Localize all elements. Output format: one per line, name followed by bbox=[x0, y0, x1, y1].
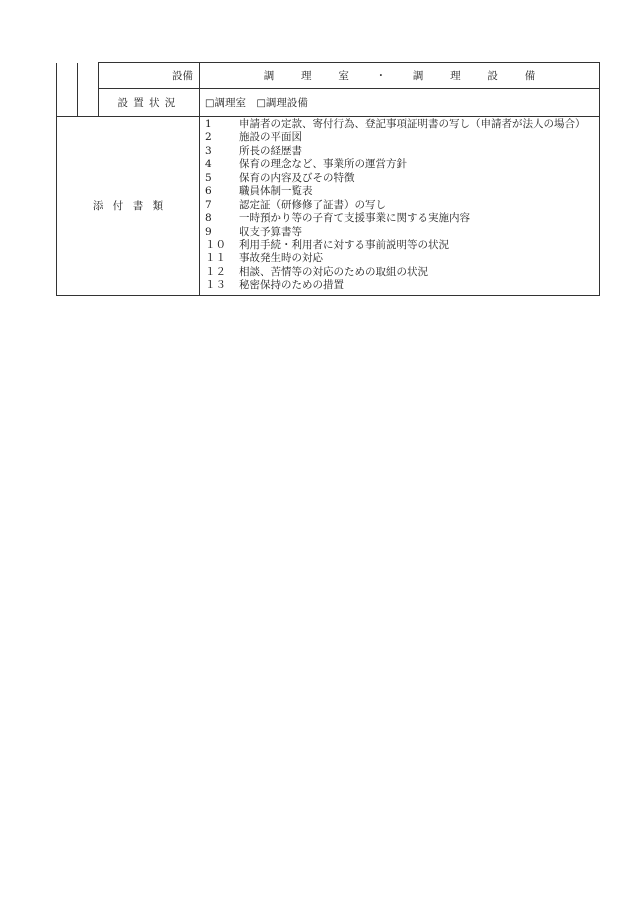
status-options bbox=[200, 89, 600, 117]
attachment-item bbox=[205, 172, 599, 185]
equipment-value: 調理室・調理設備 bbox=[200, 63, 600, 89]
attachment-number: 3 bbox=[205, 144, 212, 157]
attachment-text: 申請者の定款、寄付行為、登記事項証明書の写し（申請者が法人の場合） bbox=[239, 118, 586, 130]
attachment-number: 7 bbox=[205, 198, 212, 211]
attachment-text: 保育の理念など、事業所の運営方針 bbox=[239, 158, 407, 171]
attachments-label: 添付書類 bbox=[57, 117, 200, 296]
attachment-text: 秘密保持のための措置 bbox=[239, 279, 344, 292]
attachment-text: 一時預かり等の子育て支援事業に関する実施内容 bbox=[239, 212, 470, 225]
attachment-item bbox=[205, 226, 599, 239]
attachment-item bbox=[205, 199, 599, 212]
attachment-text: 職員体制一覧表 bbox=[239, 185, 313, 198]
attachment-number: 6 bbox=[205, 185, 212, 198]
attachment-item bbox=[205, 266, 599, 279]
attachment-text: 所長の経歴書 bbox=[239, 144, 302, 157]
left-margin-cell bbox=[57, 63, 78, 117]
attachment-item bbox=[205, 131, 599, 144]
checkbox-icon: □ bbox=[205, 98, 215, 109]
attachment-number: １１ bbox=[205, 252, 226, 265]
attachment-item bbox=[205, 252, 599, 265]
attachment-item bbox=[205, 279, 599, 292]
equipment-label: 設備 bbox=[99, 63, 200, 89]
attachment-number: 1 bbox=[205, 118, 212, 130]
attachments-row bbox=[57, 117, 600, 296]
attachment-number: １０ bbox=[205, 238, 226, 251]
attachment-number: 9 bbox=[205, 225, 212, 238]
indent-cell bbox=[78, 63, 99, 117]
application-form-table bbox=[56, 62, 600, 296]
attachments-cell bbox=[200, 117, 600, 296]
status-option-label: 調理設備 bbox=[265, 97, 308, 109]
attachment-number: 5 bbox=[205, 171, 212, 184]
attachment-number: １３ bbox=[205, 279, 226, 292]
attachment-text: 事故発生時の対応 bbox=[239, 252, 323, 265]
attachment-item bbox=[205, 212, 599, 225]
attachment-item bbox=[205, 239, 599, 252]
attachment-number: 8 bbox=[205, 212, 212, 225]
status-option-label: 調理室 bbox=[214, 97, 246, 109]
status-row bbox=[57, 89, 600, 117]
attachment-item bbox=[205, 145, 599, 158]
checkbox-icon: □ bbox=[256, 98, 266, 109]
attachment-text: 利用手続・利用者に対する事前説明等の状況 bbox=[239, 238, 449, 251]
attachment-number: １２ bbox=[205, 265, 226, 278]
attachment-text: 認定証（研修修了証書）の写し bbox=[239, 198, 386, 211]
attachments-list bbox=[200, 117, 599, 295]
attachment-number: 4 bbox=[205, 158, 212, 171]
attachment-item bbox=[205, 185, 599, 198]
attachment-text: 収支予算書等 bbox=[239, 225, 302, 238]
equipment-row bbox=[57, 63, 600, 89]
status-label: 設置状況 bbox=[99, 89, 200, 117]
attachment-number: 2 bbox=[205, 131, 212, 144]
status-option-kitchen[interactable] bbox=[205, 97, 246, 109]
attachment-text: 保育の内容及びその特徴 bbox=[239, 171, 355, 184]
attachment-item bbox=[205, 118, 599, 131]
attachment-text: 施設の平面図 bbox=[239, 131, 302, 144]
attachment-item bbox=[205, 158, 599, 171]
attachment-text: 相談、苦情等の対応のための取組の状況 bbox=[239, 265, 428, 278]
status-option-equipment[interactable] bbox=[256, 97, 307, 109]
